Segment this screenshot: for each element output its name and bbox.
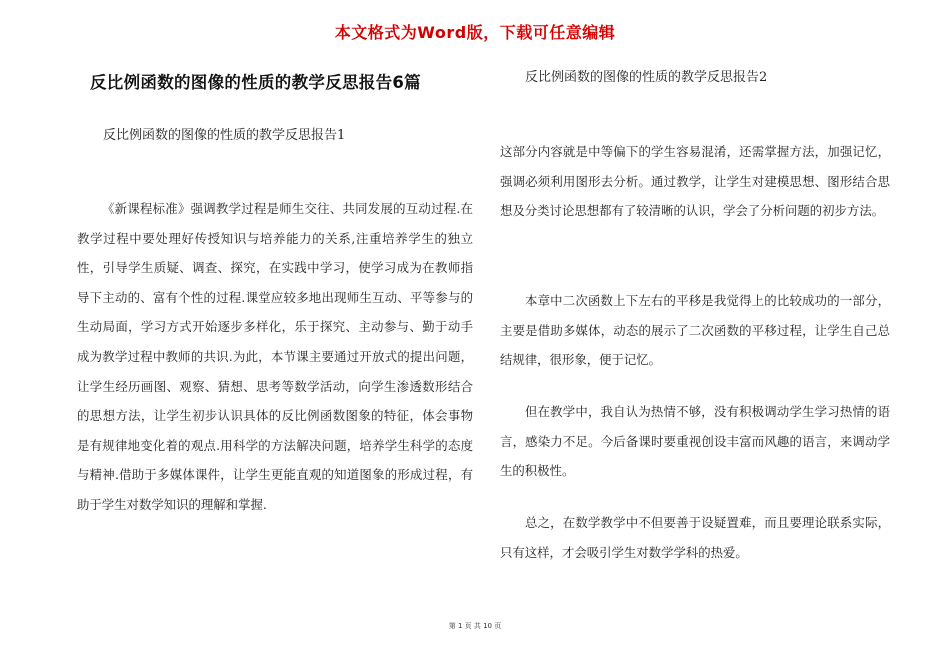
document-title: 反比例函数的图像的性质的教学反思报告6篇 — [90, 73, 421, 92]
right-body-paragraph-3: 但在教学中，我自认为热情不够，没有积极调动学生学习热情的语言，感染力不足。今后备课时要重视创设丰富而风趣的语言，来调动学生的积极性。 — [500, 404, 890, 479]
right-body-paragraph-1: 这部分内容就是中等偏下的学生容易混淆，还需掌握方法，加强记忆，强调必须利用图形去分析。通过教学，让学生对建模思想、图形结合思想及分类讨论思想都有了较清晰的认识，学会了分析问题的初步方法。 — [500, 144, 890, 219]
format-banner: 本文格式为Word版，下载可任意编辑 — [334, 23, 616, 42]
section-2-heading: 反比例函数的图像的性质的教学反思报告2 — [525, 70, 768, 85]
section-1-heading: 反比例函数的图像的性质的教学反思报告1 — [103, 128, 346, 143]
right-body-paragraph-4: 总之，在数学教学中不但要善于设疑置难，而且要理论联系实际，只有这样，才会吸引学生对数学学科的热爱。 — [500, 515, 890, 560]
page-number-footer: 第 1 页 共 10 页 — [448, 622, 502, 630]
right-body-paragraph-2: 本章中二次函数上下左右的平移是我觉得上的比较成功的一部分，主要是借助多媒体，动态的展示了二次函数的平移过程，让学生自己总结规律，很形象，便于记忆。 — [500, 293, 890, 368]
left-body-paragraph: 《新课程标准》强调教学过程是师生交往、共同发展的互动过程.在教学过程中要处理好传授知识与培养能力的关系,注重培养学生的独立性，引导学生质疑、调查、探究，在实践中学习，使学习成为在教师指导下主动的、富有个性的过程.课堂应较多地出现师生互动、平等参与的生动局面，学习方式开始逐步多样化，乐于探究、主动参与、勤于动手成为教学过程中教师的共识.为此，本节课主要通过开放式的提出问题，让学生经历画图、观察、猜想、思考等数学活动，向学生渗透数形结合的思想方法，让学生初步认识具体的反比例函数图象的特征，体会事物是有规律地变化着的观点.用科学的方法解决问题，培养学生科学的态度与精神.借助于多媒体课件，让学生更能直观的知道图象的形成过程，有助于学生对数学知识的理解和掌握. — [77, 201, 473, 512]
